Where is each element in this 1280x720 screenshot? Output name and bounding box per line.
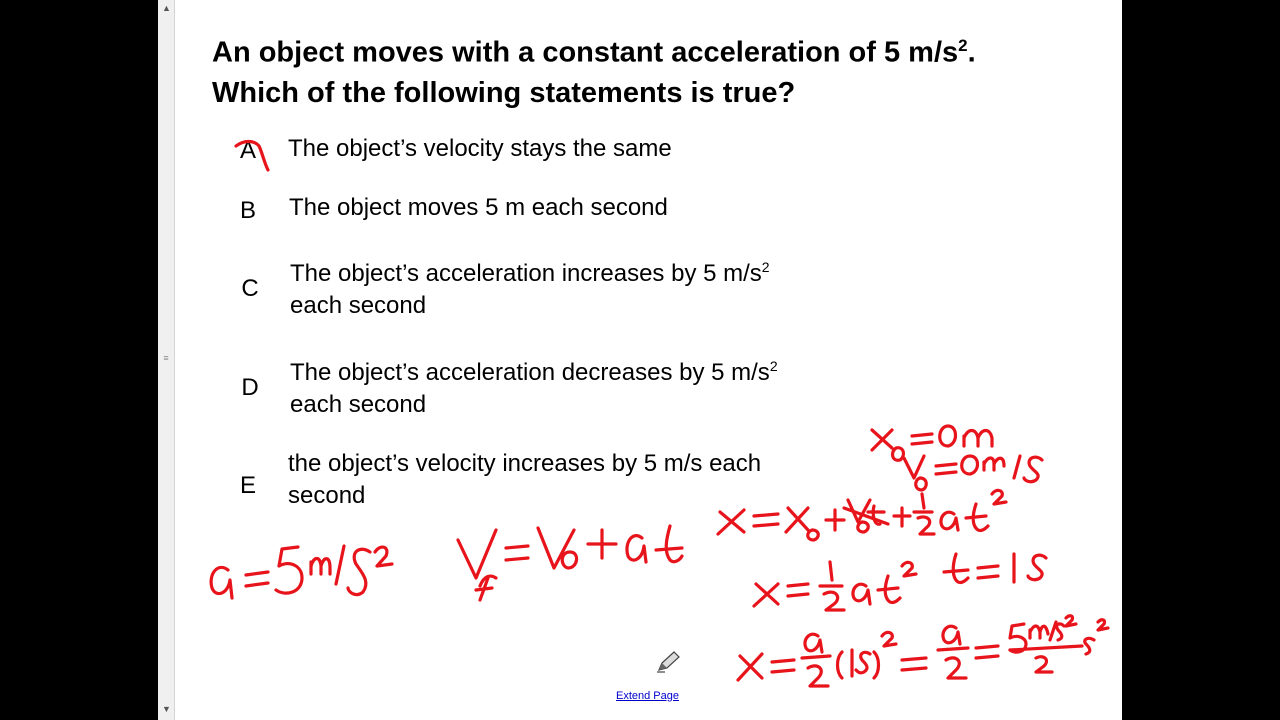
- scroll-down-arrow-icon[interactable]: ▼: [162, 704, 171, 714]
- ink-initial-position: [872, 426, 992, 460]
- question-line-1-end: .: [967, 36, 976, 69]
- ink-simplified-position: [754, 562, 916, 610]
- option-c-letter: C: [241, 275, 259, 302]
- ink-time-value: [944, 554, 1046, 583]
- option-a-text: The object’s velocity stays the same: [288, 135, 672, 162]
- ink-final-calculation: [738, 616, 1108, 686]
- ink-initial-velocity: [904, 456, 1042, 490]
- question-line-1-text: An object moves with a constant acceleration of 5 m/s: [212, 36, 959, 69]
- option-c-superscript: 2: [761, 259, 770, 275]
- ink-velocity-equation: [458, 526, 682, 600]
- option-e-letter: E: [239, 472, 256, 499]
- ink-position-equation: [718, 490, 1006, 540]
- extend-page-link[interactable]: Extend Page: [616, 690, 679, 702]
- handwritten-annotations: [158, 0, 1122, 720]
- option-c-line-1-text: The object’s acceleration increases by 5 m/s: [290, 260, 762, 287]
- option-d-letter: D: [241, 374, 259, 401]
- option-a-letter: A: [239, 137, 256, 164]
- option-b-letter: B: [239, 197, 256, 224]
- option-d-line-1-text: The object’s acceleration decreases by 5 m/s: [290, 359, 770, 386]
- scroll-up-arrow-icon[interactable]: ▲: [162, 3, 171, 13]
- question-superscript: 2: [958, 36, 968, 55]
- option-e-line-2: second: [288, 482, 366, 509]
- whiteboard-page[interactable]: [158, 0, 1122, 720]
- option-d-superscript: 2: [769, 358, 778, 374]
- ink-option-a-strike: [236, 142, 268, 171]
- question-line-2: Which of the following statements is true?: [212, 76, 796, 109]
- ink-acceleration-given: [211, 546, 392, 598]
- option-b-text: The object moves 5 m each second: [289, 194, 668, 221]
- option-d-line-2: each second: [290, 391, 427, 418]
- pen-icon[interactable]: [655, 650, 681, 674]
- option-e-line-1: the object’s velocity increases by 5 m/s each: [288, 450, 762, 477]
- scroll-grip-icon[interactable]: ≡: [163, 353, 169, 363]
- option-c-line-2: each second: [290, 292, 427, 319]
